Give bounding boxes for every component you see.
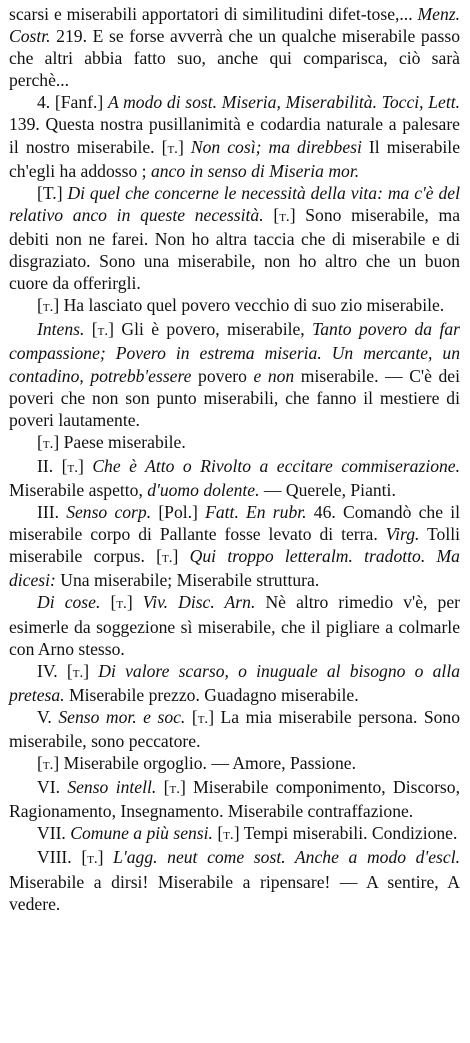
italic-text: Viv. Disc. Arn.	[142, 592, 256, 613]
small-caps-abbrev: t.	[87, 851, 98, 868]
italic-text: e non	[253, 365, 295, 386]
small-caps-abbrev: t.	[42, 299, 54, 316]
body-text: [	[185, 706, 198, 727]
entry-paragraph	[9, 91, 460, 181]
body-text: ] Paese miserabile.	[53, 431, 186, 452]
entry-paragraph	[9, 846, 460, 914]
body-text: 139. Questa nostra pusillanimità e codardia naturale a palesare il nostro miserabile. [	[9, 114, 460, 157]
body-text: Il miserabile ch'egli ha addosso ;	[9, 136, 460, 181]
italic-text: anco in senso di Miseria mor.	[150, 160, 360, 181]
italic-text: Fatt. En rubr.	[205, 502, 307, 523]
small-caps-abbrev: t.	[167, 140, 178, 157]
body-text: Miserabile a dirsi! Miserabile a ripensare! — A sentire, A vedere.	[9, 871, 460, 914]
body-text: miserabile. — C'è dei poveri che non son punto miserabili, che fanno il mestiere di poveri lautamente.	[9, 365, 460, 430]
body-text: Una miserabile; Miserabile struttura.	[55, 570, 320, 591]
entry-paragraph	[9, 182, 460, 294]
body-text: ]	[77, 455, 93, 476]
body-text: ]	[177, 136, 191, 157]
italic-text: Virg.	[385, 524, 420, 545]
italic-text: Che è Atto o Rivolto a eccitare commiserazione.	[92, 455, 461, 476]
entry-paragraph	[9, 455, 460, 501]
entry-paragraph	[9, 752, 460, 776]
body-text: [Pol.]	[151, 502, 206, 523]
small-caps-abbrev: t.	[279, 208, 290, 225]
body-text: [	[37, 295, 43, 316]
body-text: VIII. [	[37, 847, 88, 868]
body-text: ]	[97, 847, 114, 868]
entry-paragraph	[9, 431, 460, 455]
small-caps-abbrev: t.	[223, 827, 234, 844]
small-caps-abbrev: t.	[169, 781, 180, 798]
small-caps-abbrev: t.	[72, 664, 84, 681]
italic-text: Senso corp.	[66, 502, 152, 523]
italic-text: Senso intell.	[67, 777, 157, 798]
body-text: 46. Comandò che il miserabile corpo di Pallante fosse levato di terra.	[9, 502, 461, 545]
small-caps-abbrev: t.	[197, 710, 209, 727]
body-text: IV. [	[37, 660, 73, 681]
body-text: VI.	[37, 777, 68, 798]
body-text: ]	[83, 660, 99, 681]
body-text: ]	[172, 546, 190, 567]
italic-text: Qui troppo letteralm. tradotto. Ma dicesi:	[9, 546, 460, 591]
small-caps-abbrev: t.	[116, 596, 127, 613]
body-text: VII.	[37, 823, 71, 844]
body-text: Nè altro rimedio v'è, per esimerle da soggezione sì miserabile, che il pigliare a colmarle con Arno stesso.	[9, 592, 460, 659]
italic-text: Di quel che concerne le necessità della vita: ma c'è del relativo anco in queste necessità.	[9, 182, 460, 225]
small-caps-abbrev: t.	[42, 757, 54, 774]
body-text: [T.]	[37, 182, 68, 203]
body-text: ] Miserabile orgoglio. — Amore, Passione.	[53, 753, 356, 774]
body-text: [	[84, 319, 98, 340]
body-text: [	[100, 592, 117, 613]
entry-paragraph	[9, 591, 460, 659]
body-text: ] La mia miserabile persona. Sono miserabile, sono peccatore.	[9, 706, 461, 751]
small-caps-abbrev: t.	[97, 323, 109, 340]
body-text: Miserabile prezzo. Guadagno miserabile.	[64, 684, 359, 705]
body-text: [	[156, 777, 170, 798]
small-caps-abbrev: t.	[42, 435, 54, 452]
body-text: 4. [Fanf.]	[37, 92, 108, 113]
entry-paragraph	[9, 660, 460, 706]
body-text: Tolli miserabile corpus. [	[9, 524, 460, 567]
body-text: ] Tempi miserabili. Condizione.	[233, 823, 458, 844]
small-caps-abbrev: t.	[67, 459, 78, 476]
entry-paragraph	[9, 822, 460, 846]
entry-paragraph	[9, 318, 460, 430]
italic-text: Senso mor. e soc.	[58, 706, 186, 727]
italic-text: Non così; ma direbbesi	[190, 136, 362, 157]
italic-text: Intens.	[37, 319, 85, 340]
body-text: ] Sono miserabile, ma debiti non ne farei. Non ho altra taccia che di miserabile e di disgraziato. Sono una miserabile, non ho altro che un buon cuore da offerirgli.	[9, 204, 461, 294]
entry-paragraph	[9, 3, 460, 91]
body-text: povero	[191, 365, 254, 386]
body-text: scarsi e miserabili apportatori di similitudini difet-tose,...	[9, 4, 418, 24]
body-text: III.	[37, 502, 67, 523]
body-text: 219. E se forse avverrà che un qualche miserabile passo che altri abbia fatto suo, anche qui comparisca, ciò sarà perchè...	[9, 26, 460, 91]
body-text: ] Ha lasciato quel povero vecchio di suo zio miserabile.	[53, 295, 445, 316]
small-caps-abbrev: t.	[162, 550, 173, 567]
body-text: ]	[126, 592, 143, 613]
italic-text: Di valore scarso, o inuguale al bisogno o alla pretesa.	[9, 660, 461, 705]
italic-text: Comune a più sensi.	[70, 823, 213, 844]
italic-text: Menz. Costr.	[9, 4, 460, 47]
italic-text: L'agg. neut come sost. Anche a modo d'escl.	[113, 847, 460, 868]
italic-text: d'uomo dolente.	[147, 479, 260, 500]
body-text: [	[37, 431, 43, 452]
body-text: [	[212, 823, 224, 844]
italic-text: Tanto povero da far compassione; Povero in estrema miseria. Un mercante, un contadino, potrebb'essere	[9, 319, 460, 386]
body-text: II. [	[37, 455, 68, 476]
body-text: ] Miserabile componimento, Discorso, Ragionamento, Insegnamento. Miserabile contraffazione.	[9, 777, 460, 822]
entry-paragraph	[9, 294, 460, 318]
body-text: — Querele, Pianti.	[259, 479, 396, 500]
body-text: Miserabile aspetto,	[9, 479, 148, 500]
entry-paragraph	[9, 776, 460, 822]
entry-paragraph	[9, 501, 460, 591]
body-text: [	[263, 204, 280, 225]
body-text: ] Gli è povero, miserabile,	[108, 319, 313, 340]
body-text: V.	[37, 706, 59, 727]
entry-paragraph	[9, 706, 460, 752]
italic-text: Di cose.	[37, 592, 101, 613]
body-text: [	[37, 753, 43, 774]
italic-text: A modo di sost. Miseria, Miserabilità. Tocci, Lett.	[107, 92, 461, 113]
